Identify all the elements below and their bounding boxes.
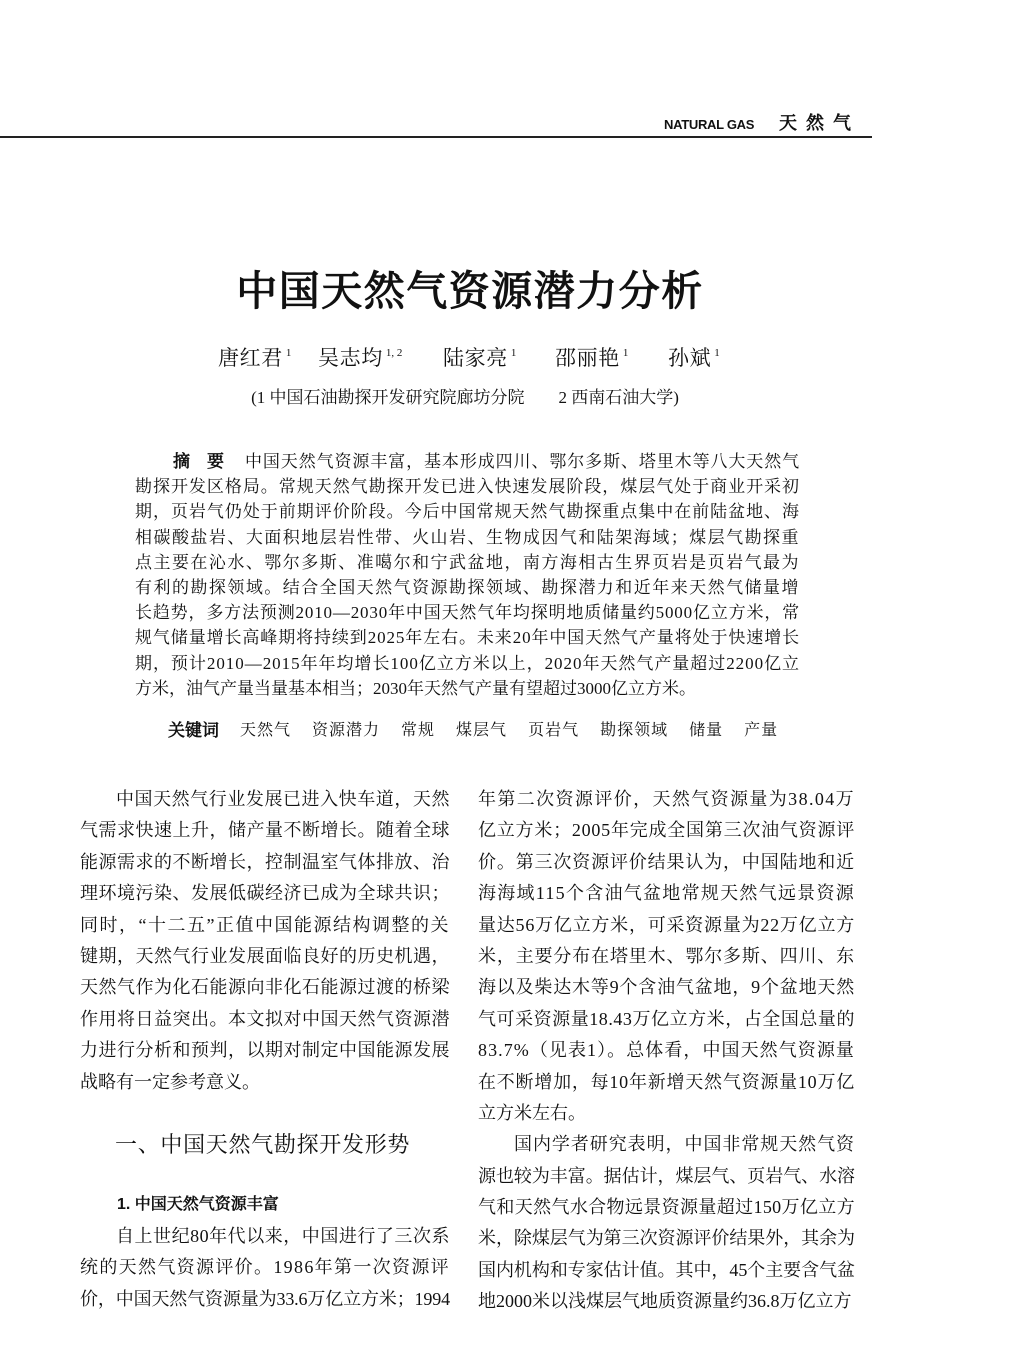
intro-paragraph [80, 784, 450, 1098]
body-paragraph [478, 784, 855, 1129]
body-line: 气和天然气水合物远景资源量超过150万亿立方 [478, 1197, 855, 1218]
body-paragraph [478, 1129, 855, 1317]
journal-name-cn: 天 然 气 [779, 113, 854, 133]
author [218, 344, 291, 376]
author-affiliation-mark: 1 [714, 347, 720, 359]
abstract-line: 规气储量增长高峰期将持续到2025年左右。未来20年中国天然气产量将处于快速增长 [135, 628, 800, 648]
header-rule [0, 136, 872, 138]
keywords-label: 关键词 [168, 721, 219, 740]
body-left-column [80, 784, 450, 1324]
paper-title: 中国天然气资源潜力分析 [236, 268, 704, 314]
abstract-line: 有利的勘探领域。结合全国天然气资源勘探领域、勘探潜力和近年来天然气储量增 [135, 577, 800, 597]
keyword: 储量 [689, 722, 724, 739]
abstract-line: 期，页岩气仍处于前期评价阶段。今后中国常规天然气勘探重点集中在前陆盆地、海 [135, 502, 800, 522]
body-line: 83.7%（见表1）。总体看，中国天然气资源量 [478, 1040, 855, 1061]
author-name: 吴志均 [318, 346, 383, 370]
abstract-label: 摘 要 [173, 452, 224, 471]
author-name: 孙斌 [668, 346, 712, 370]
abstract-line: 点主要在沁水、鄂尔多斯、准噶尔和宁武盆地，南方海相古生界页岩是页岩气最为 [135, 552, 800, 572]
keyword: 天然气 [240, 722, 292, 739]
body-right-column [478, 784, 855, 1318]
keyword: 煤层气 [456, 722, 508, 739]
body-line: 海以及柴达木等9个含油气盆地，9个盆地天然 [478, 977, 855, 998]
author-name: 陆家亮 [443, 346, 508, 370]
keyword: 页岩气 [528, 722, 580, 739]
subsection-heading: 1. 中国天然气资源丰富 [117, 1196, 279, 1213]
abstract-line: 方米，油气产量当量基本相当；2030年天然气产量有望超过3000亿立方米。 [135, 678, 696, 698]
keyword: 勘探领域 [600, 722, 669, 739]
body-line: 同时，“十二五”正值中国能源结构调整的关 [80, 914, 450, 935]
author [318, 344, 402, 376]
author-affiliation-mark: 1, 2 [385, 347, 403, 359]
author [443, 344, 516, 376]
body-line: 量达56万亿立方米，可采资源量为22万亿立方 [478, 914, 855, 935]
body-line: 力进行分析和预判，以期对制定中国能源发展 [80, 1040, 450, 1061]
body-line: 地2000米以浅煤层气地质资源量约36.8万亿立方 [478, 1291, 852, 1312]
body-line: 自上世纪80年代以来，中国进行了三次系 [116, 1226, 450, 1246]
author-affiliation-mark: 1 [510, 347, 517, 359]
keyword: 资源潜力 [312, 722, 381, 739]
section-paragraph [80, 1221, 450, 1315]
author-affiliation-mark: 1 [622, 347, 629, 359]
author-name: 唐红君 [218, 346, 283, 370]
author [555, 344, 628, 376]
abstract-line: 长趋势，多方法预测2010—2030年中国天然气年均探明地质储量约5000亿立方米，常 [135, 603, 800, 623]
body-line: 气需求快速上升，储产量不断增长。随着全球 [80, 820, 450, 841]
body-line: 国内学者研究表明，中国非常规天然气资 [514, 1134, 855, 1155]
section-heading: 一、中国天然气勘探开发形势 [115, 1132, 411, 1157]
affiliations: (1 中国石油勘探开发研究院廊坊分院 2 西南石油大学) [251, 388, 679, 407]
keywords [168, 719, 778, 743]
keyword: 常规 [401, 722, 436, 739]
body-line: 作用将日益突出。本文拟对中国天然气资源潜 [80, 1008, 450, 1029]
abstract-line: 相碳酸盐岩、大面积地层岩性带、火山岩、生物成因气和陆架海域；煤层气勘探重 [135, 527, 800, 547]
body-line: 亿立方米；2005年完成全国第三次油气资源评 [478, 820, 855, 841]
abstract [135, 449, 800, 701]
body-line: 天然气作为化石能源向非化石能源过渡的桥梁 [80, 977, 450, 998]
author-name: 邵丽艳 [555, 346, 620, 370]
body-line: 价，中国天然气资源量为33.6万亿立方米；1994 [80, 1288, 450, 1309]
author-affiliation-mark: 1 [285, 347, 292, 359]
body-line: 气可采资源量18.43万亿立方米，占全国总量的 [478, 1008, 855, 1029]
body-line: 键期，天然气行业发展面临良好的历史机遇， [80, 945, 450, 966]
body-line: 国内机构和专家估计值。其中，45个主要含气盆 [478, 1259, 855, 1280]
body-line: 源也较为丰富。据估计，煤层气、页岩气、水溶 [478, 1165, 855, 1186]
body-line: 年第二次资源评价，天然气资源量为38.04万 [478, 789, 855, 809]
abstract-line: 中国天然气资源丰富，基本形成四川、鄂尔多斯、塔里木等八大天然气 [245, 452, 800, 471]
body-line: 立方米左右。 [478, 1102, 586, 1123]
abstract-line: 期，预计2010—2015年年均增长100亿立方米以上，2020年天然气产量超过2200亿立 [135, 653, 800, 673]
body-line: 统的天然气资源评价。1986年第一次资源评 [80, 1257, 450, 1278]
keyword: 产量 [744, 722, 779, 739]
body-line: 能源需求的不断增长，控制温室气体排放、治 [80, 851, 450, 872]
journal-name-en: NATURAL GAS [664, 117, 755, 132]
author [668, 344, 720, 376]
body-line: 价。第三次资源评价结果认为，中国陆地和近 [478, 851, 855, 872]
body-line: 理环境污染、发展低碳经济已成为全球共识； [80, 883, 450, 904]
body-line: 米，除煤层气为第三次资源评价结果外，其余为 [478, 1228, 855, 1249]
body-line: 在不断增加，每10年新增天然气资源量10万亿 [478, 1071, 855, 1092]
abstract-text [135, 449, 800, 701]
body-line: 海海域115个含油气盆地常规天然气远景资源 [478, 883, 855, 904]
body-line: 中国天然气行业发展已进入快车道，天然 [116, 789, 450, 809]
body-line: 战略有一定参考意义。 [80, 1071, 260, 1092]
abstract-line: 勘探开发区格局。常规天然气勘探开发已进入快速发展阶段，煤层气处于商业开采初 [135, 477, 800, 497]
body-line: 米，主要分布在塔里木、鄂尔多斯、四川、东 [478, 945, 855, 966]
